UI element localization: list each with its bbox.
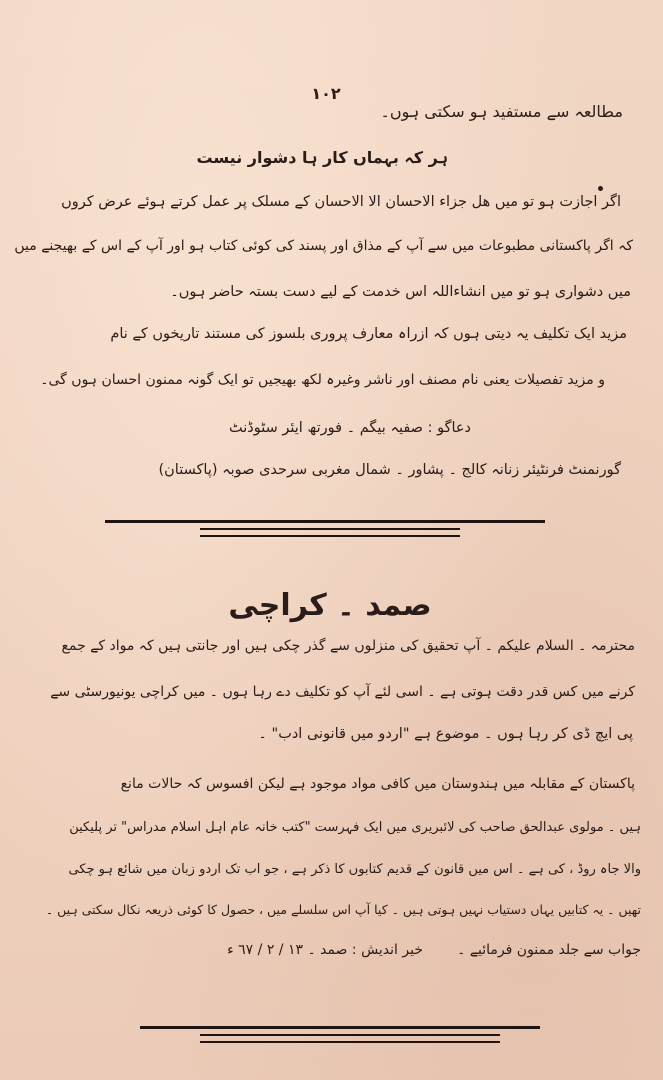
letter2-line-5: ہیں ۔ مولوی عبدالحق صاحب کی لائبریری میں ایک فہرست "کتب خانہ عام اہل اسلام مدراس" تر پلیکین: [69, 820, 641, 835]
letter1-line-7: و مزید تفصیلات یعنی نام مصنف اور ناشر وغیرہ لکھ بھیجیں تو ایک گونہ ممنون احسان ہوں گی۔: [40, 372, 605, 388]
letter1-line-5: میں دشواری ہو تو میں انشاءاللہ اس خدمت کے لیے دست بستہ حاضر ہوں۔: [170, 284, 631, 300]
letter2-line-2: کرنے میں کس قدر دقت ہوتی ہے ۔ اسی لئے آپ کو تکلیف دے رہا ہوں ۔ میں کراچی یونیورسٹی سے: [50, 684, 635, 700]
letter2-line-3: پی ایچ ڈی کر رہا ہوں ۔ موضوع ہے "اردو میں قانونی ادب" ۔: [258, 726, 633, 742]
bullet-mark: [598, 186, 603, 191]
divider-line: [200, 1041, 500, 1043]
page-number: ١٠٢: [311, 84, 341, 103]
letter1-line-6: مزید ایک تکلیف یہ دیتی ہوں کہ ازراہ معارف پروری بلسوز کی مستند تاریخوں کے نام: [110, 326, 627, 342]
letter1-signature: دعاگو : صفیہ بیگم ۔ فورتھ ایئر سٹوڈنٹ: [229, 420, 471, 436]
letter2-closing: جواب سے جلد ممنون فرمائیے ۔: [457, 942, 641, 958]
divider-line: [105, 520, 545, 523]
letter1-line-1: مطالعہ سے مستفید ہو سکتی ہوں۔: [380, 102, 623, 121]
divider-line: [200, 528, 460, 530]
divider-line: [200, 535, 460, 537]
divider-line: [200, 1034, 500, 1036]
letter1-line-3: اگر اجازت ہو تو میں ھل جزاء الاحسان الا الاحسان کے مسلک پر عمل کرتے ہوئے عرض کروں: [61, 194, 621, 210]
letter2-signature: خیر اندیش : صمد ۔ ١٣ / ٢ / ٦٧ ء: [227, 942, 423, 958]
divider-line: [140, 1026, 540, 1029]
letter2-line-6: والا جاہ روڈ ، کی ہے ۔ اس میں قانون کے قدیم کتابوں کا ذکر ہے ، جو اب تک اردو زبان میں شائع ہو چکی: [68, 862, 641, 877]
letter1-address: گورنمنٹ فرنٹیئر زنانہ کالج ۔ پشاور ۔ شمال مغربی سرحدی صوبہ (پاکستان): [158, 462, 621, 478]
letter1-line-2-verse: ہر کہ بہماں کار ہا دشوار نیست: [196, 148, 448, 167]
letter1-line-4: کہ اگر پاکستانی مطبوعات میں سے آپ کے مذاق اور پسند کی کوئی کتاب ہو اور آپ کے اس کے بھیجنے میں: [14, 238, 633, 254]
letter2-line-1: محترمہ ۔ السلام علیکم ۔ آپ تحقیق کی منزلوں سے گذر چکی ہیں اور جانتی ہیں کہ مواد کے جمع: [61, 638, 635, 654]
letter2-line-7: تھیں ۔ یہ کتابیں یہاں دستیاب نہیں ہوتی ہیں ۔ کیا آپ اس سلسلے میں ، حصول کا کوئی ذریعہ نکال سکتی ہیں ۔: [45, 902, 641, 917]
letter2-heading: صمد ۔ کراچی: [228, 588, 432, 623]
letter2-line-4: پاکستان کے مقابلہ میں ہندوستان میں کافی مواد موجود ہے لیکن افسوس کہ حالات مانع: [120, 776, 635, 792]
